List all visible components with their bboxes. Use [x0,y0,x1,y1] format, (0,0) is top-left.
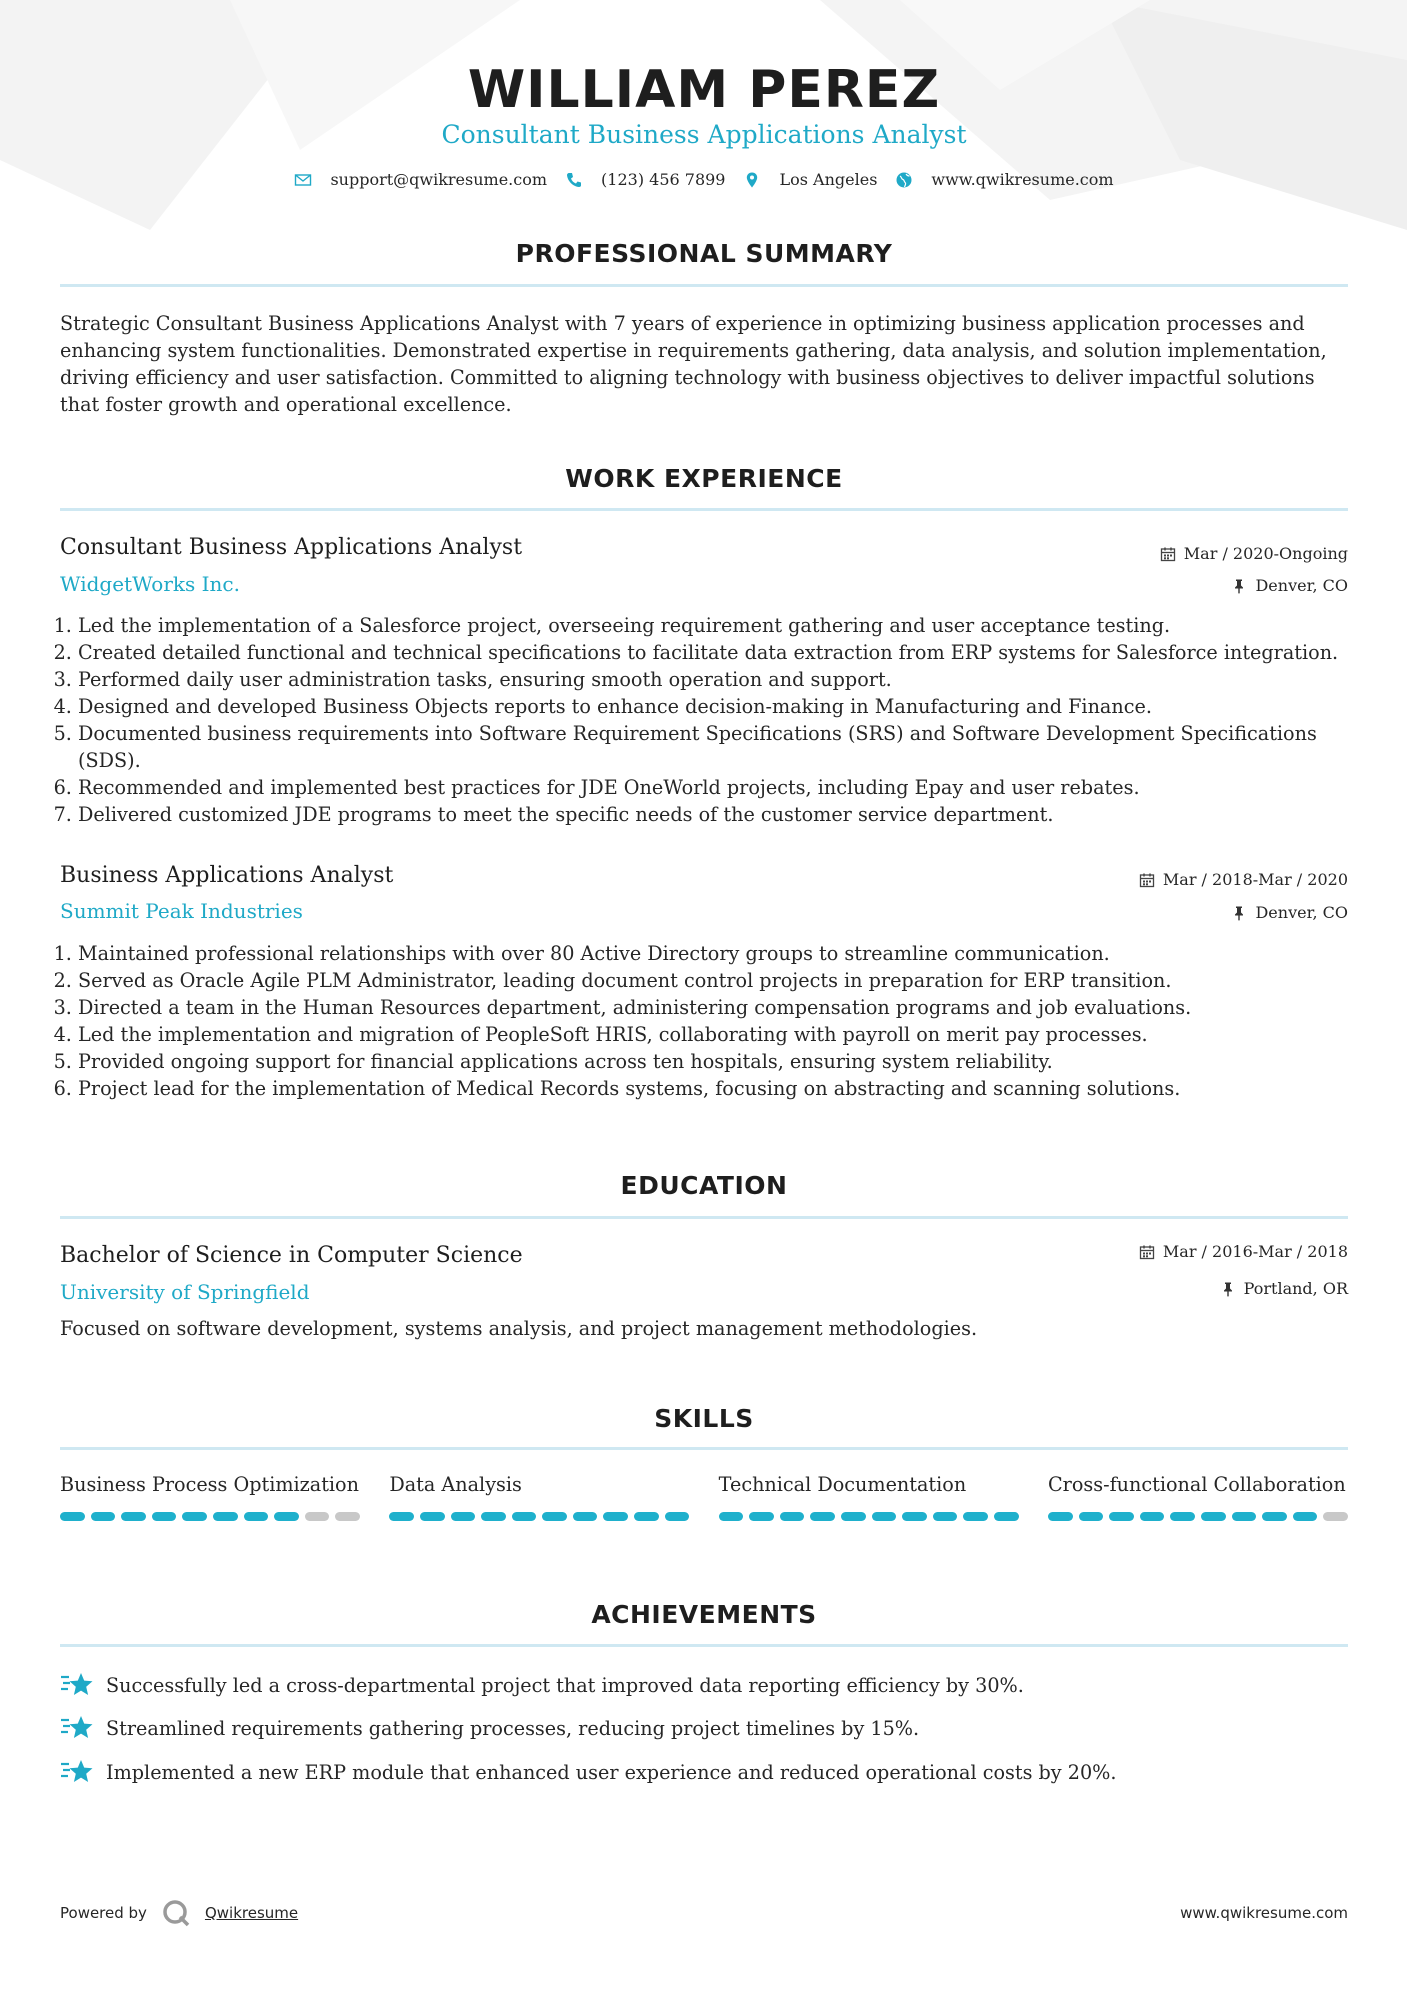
skill-level-segment [749,1512,774,1521]
achievement-text: Streamlined requirements gathering processes, reducing project timelines by 15%. [106,1716,920,1740]
skill-level-bar [1048,1512,1348,1521]
skills-divider [60,1447,1348,1450]
envelope-icon [294,171,312,189]
skill-level-segment [1109,1512,1134,1521]
summary-heading: PROFESSIONAL SUMMARY [515,239,893,268]
phone-icon [565,171,583,189]
email-text: support@qwikresume.com [330,170,548,189]
skill-level-segment [603,1512,628,1521]
globe-icon [895,171,913,189]
job-bullet: 3. Performed daily user administration tasks, ensuring smooth operation and support. [78,666,1366,693]
job-title: Business Applications Analyst [60,863,394,888]
job-bullet: 2. Created detailed functional and technical specifications to facilitate data extraction from ERP systems for Salesforce integration. [78,639,1366,666]
skill-level-segment [244,1512,269,1521]
education-school: University of Springfield [60,1280,310,1304]
candidate-title: Consultant Business Applications Analyst [441,120,967,149]
pushpin-icon [1231,578,1247,594]
skill-level-segment [335,1512,360,1521]
job-location [1231,902,1348,924]
achievements-heading: ACHIEVEMENTS [591,1600,817,1629]
job-bullet: 3. Directed a team in the Human Resources department, administering compensation programs and job evaluations. [78,994,1366,1021]
job-bullet: 4. Led the implementation and migration of PeopleSoft HRIS, collaborating with payroll on merit pay processes. [78,1021,1366,1048]
skill-level-segment [665,1512,690,1521]
skill-level-segment [60,1512,85,1521]
contact-bar [60,170,1348,189]
skills-list [60,1471,1348,1521]
education-location-text: Portland, OR [1243,1279,1348,1298]
achievements-divider [60,1644,1348,1647]
summary-text: Strategic Consultant Business Applications Analyst with 7 years of experience in optimizing business application processes and enhancing system functionalities. Demonstrated expertise in requirements gathering, data analysis, and solution implementation, driving efficiency and user satisfaction. Committed to aligning technology with business objectives to deliver impactful solutions that foster growth and operational excellence. [60,312,1327,416]
powered-by-label: Powered by [60,1904,147,1922]
job-bullet: 5. Provided ongoing support for financial applications across ten hospitals, ensuring system reliability. [78,1048,1366,1075]
skill-level-segment [933,1512,958,1521]
education-dates-text: Mar / 2016-Mar / 2018 [1162,1242,1348,1261]
skill-level-segment [389,1512,414,1521]
education-divider [60,1216,1348,1219]
job-title: Consultant Business Applications Analyst [60,535,523,560]
contact-phone[interactable] [565,170,725,189]
job-bullet: 5. Documented business requirements into Software Requirement Specifications (SRS) and Software Development Specifications (SDS). [78,720,1366,774]
skill-item [719,1471,1019,1521]
skill-level-segment [1079,1512,1104,1521]
skill-level-segment [420,1512,445,1521]
candidate-name: WILLIAM PEREZ [467,60,941,120]
phone-text: (123) 456 7899 [601,170,726,189]
skill-level-segment [573,1512,598,1521]
skill-item [1048,1471,1348,1521]
skill-level-segment [994,1512,1019,1521]
star-icon [60,1671,94,1699]
education-degree: Bachelor of Science in Computer Science [60,1243,523,1268]
skill-level-bar [719,1512,1019,1521]
skill-name: Business Process Optimization [60,1473,359,1496]
job-location [1231,575,1348,597]
skill-level-segment [1201,1512,1226,1521]
education-location [1220,1278,1348,1300]
education-heading: EDUCATION [620,1171,788,1200]
job-bullet: 2. Served as Oracle Agile PLM Administrator, leading document control projects in preparation for ERP transition. [78,967,1366,994]
education-description: Focused on software development, systems analysis, and project management methodologies. [60,1317,978,1340]
achievement-item [60,1671,1024,1699]
skill-level-segment [481,1512,506,1521]
experience-heading: WORK EXPERIENCE [565,464,843,493]
skill-level-segment [810,1512,835,1521]
job-company: WidgetWorks Inc. [60,572,240,596]
job-bullet: 6. Project lead for the implementation of Medical Records systems, focusing on abstracting and scanning solutions. [78,1075,1366,1102]
skill-level-segment [634,1512,659,1521]
qwikresume-logo-icon[interactable] [161,1898,191,1928]
footer-website[interactable]: www.qwikresume.com [1180,1904,1348,1922]
job-bullet: 7. Delivered customized JDE programs to meet the specific needs of the customer service department. [78,801,1366,828]
skill-level-segment [1048,1512,1073,1521]
pushpin-icon [1220,1281,1236,1297]
job-bullets [60,940,1366,1102]
skill-item [389,1471,689,1521]
job-bullet: 6. Recommended and implemented best practices for JDE OneWorld projects, including Epay and user rebates. [78,774,1366,801]
skill-level-segment [841,1512,866,1521]
achievement-text: Implemented a new ERP module that enhanced user experience and reduced operational costs by 20%. [106,1760,1117,1784]
summary-divider [60,284,1348,287]
star-icon [60,1714,94,1742]
job-location-text: Denver, CO [1255,903,1348,922]
skill-level-segment [121,1512,146,1521]
job-location-text: Denver, CO [1255,576,1348,595]
achievement-item [60,1758,1116,1786]
contact-email[interactable] [294,170,547,189]
skill-level-segment [1293,1512,1318,1521]
job-bullet: 1. Maintained professional relationships with over 80 Active Directory groups to streamline communication. [78,940,1366,967]
star-icon [60,1758,94,1786]
skill-level-segment [274,1512,299,1521]
skill-name: Cross-functional Collaboration [1047,1473,1346,1496]
skill-level-segment [872,1512,897,1521]
map-pin-icon [743,171,761,189]
calendar-icon [1139,1244,1155,1260]
footer-powered-by [60,1898,298,1928]
skill-level-segment [963,1512,988,1521]
job-dates-text: Mar / 2018-Mar / 2020 [1162,870,1348,889]
achievement-text: Successfully led a cross-departmental project that improved data reporting efficiency by 30%. [106,1673,1024,1697]
job-dates-text: Mar / 2020-Ongoing [1183,544,1348,563]
skill-level-bar [389,1512,689,1521]
achievement-item [60,1714,919,1742]
calendar-icon [1139,872,1155,888]
skill-level-segment [780,1512,805,1521]
skill-level-segment [152,1512,177,1521]
skill-level-segment [213,1512,238,1521]
job-company: Summit Peak Industries [60,899,303,923]
skill-level-segment [512,1512,537,1521]
skill-level-segment [305,1512,330,1521]
contact-website[interactable] [895,170,1113,189]
skill-level-bar [60,1512,360,1521]
skill-item [60,1471,360,1521]
job-dates [1139,869,1348,891]
pushpin-icon [1231,905,1247,921]
job-bullet: 4. Designed and developed Business Objects reports to enhance decision-making in Manufacturing and Finance. [78,693,1366,720]
skill-name: Technical Documentation [718,1473,967,1496]
skills-heading: SKILLS [654,1404,754,1433]
experience-divider [60,508,1348,511]
skill-level-segment [719,1512,744,1521]
job-dates [1160,543,1348,565]
location-text: Los Angeles [779,170,878,189]
contact-location [743,170,877,189]
skill-level-segment [451,1512,476,1521]
skill-level-segment [182,1512,207,1521]
skill-name: Data Analysis [389,1473,522,1496]
skill-level-segment [1323,1512,1348,1521]
education-dates [1139,1241,1348,1263]
job-bullet: 1. Led the implementation of a Salesforce project, overseeing requirement gathering and user acceptance testing. [78,612,1366,639]
website-text: www.qwikresume.com [931,170,1114,189]
job-bullets [60,612,1366,828]
qwikresume-link[interactable]: Qwikresume [204,1904,299,1922]
calendar-icon [1160,546,1176,562]
skill-level-segment [542,1512,567,1521]
skill-level-segment [91,1512,116,1521]
skill-level-segment [1140,1512,1165,1521]
skill-level-segment [902,1512,927,1521]
skill-level-segment [1232,1512,1257,1521]
skill-level-segment [1262,1512,1287,1521]
skill-level-segment [1170,1512,1195,1521]
